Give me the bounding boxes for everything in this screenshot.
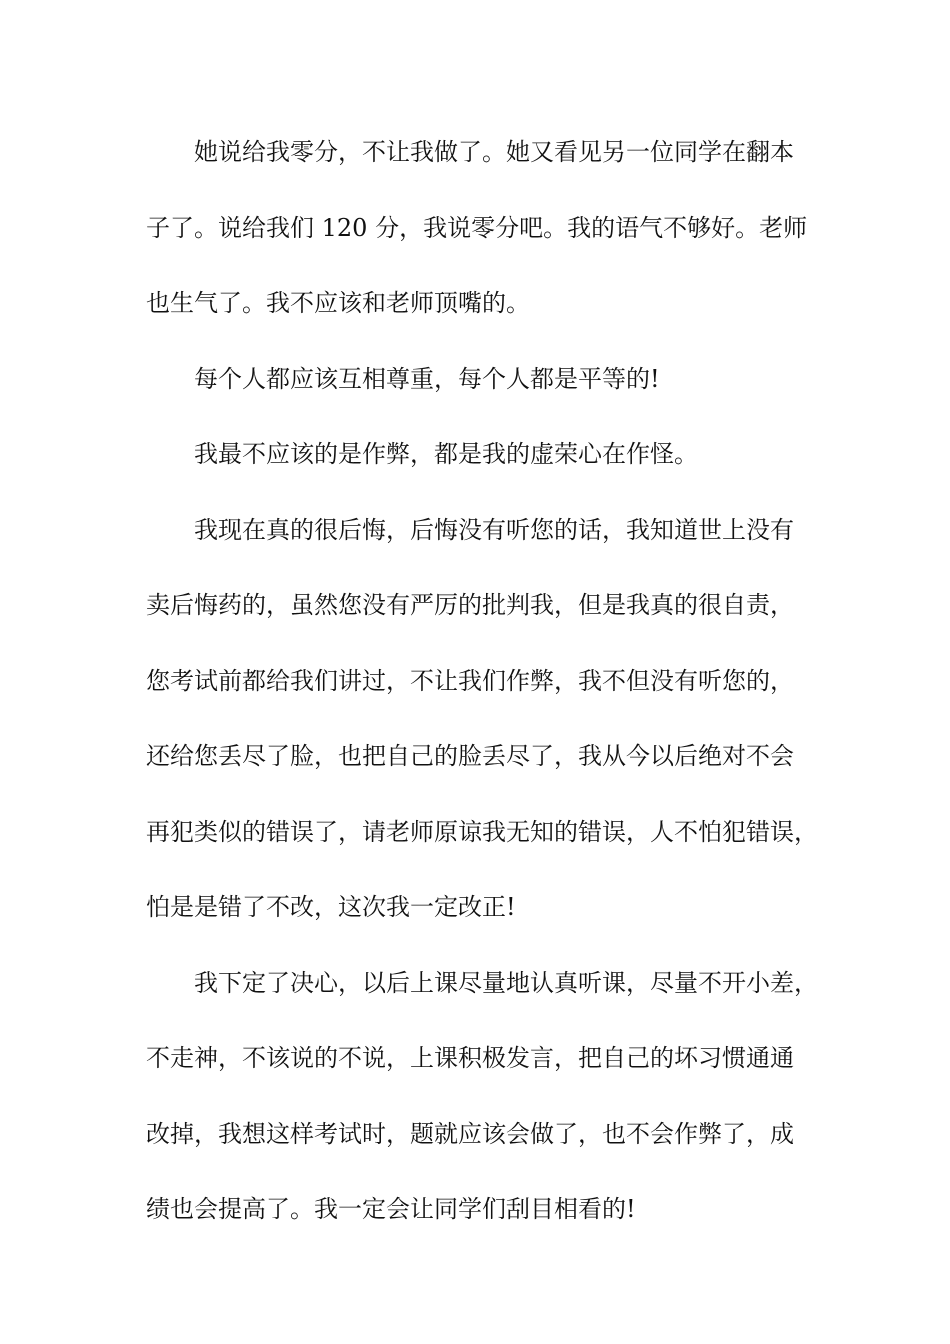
paragraph-4 [146, 493, 822, 946]
text-line: 怕是是错了不改，这次我一定改正! [146, 893, 516, 921]
text-line: 您考试前都给我们讲过，不让我们作弊，我不但没有听您的， [146, 666, 794, 695]
text-line: 改掉，我想这样考试时，题就应该会做了，也不会作弊了，成 [146, 1119, 794, 1148]
text-line: 绩也会提高了。我一定会让同学们刮目相看的! [146, 1195, 636, 1223]
text-line: 每个人都应该互相尊重，每个人都是平等的! [194, 364, 660, 393]
text-line: 卖后悔药的，虽然您没有严厉的批判我，但是我真的很自责， [146, 591, 794, 619]
text-line: 子了。说给我们 120 分，我说零分吧。我的语气不够好。老师 [146, 213, 808, 242]
document-body [146, 115, 822, 1248]
text-line: 我下定了决心，以后上课尽量地认真听课，尽量不开小差， [194, 968, 818, 997]
text-line: 不走神，不该说的不说，上课积极发言，把自己的坏习惯通通 [146, 1044, 794, 1072]
paragraph-2 [146, 342, 822, 418]
text-line: 她说给我零分，不让我做了。她又看见另一位同学在翻本 [194, 138, 794, 166]
text-line: 也生气了。我不应该和老师顶嘴的。 [146, 289, 530, 317]
text-line: 我最不应该的是作弊，都是我的虚荣心在作怪。 [194, 440, 698, 468]
text-line: 我现在真的很后悔，后悔没有听您的话，我知道世上没有 [194, 515, 794, 544]
text-line: 还给您丢尽了脸，也把自己的脸丢尽了，我从今以后绝对不会 [146, 742, 794, 770]
paragraph-1 [146, 115, 822, 342]
paragraph-3 [146, 417, 822, 493]
text-line: 再犯类似的错误了，请老师原谅我无知的错误，人不怕犯错误， [146, 817, 818, 846]
paragraph-5 [146, 946, 822, 1248]
